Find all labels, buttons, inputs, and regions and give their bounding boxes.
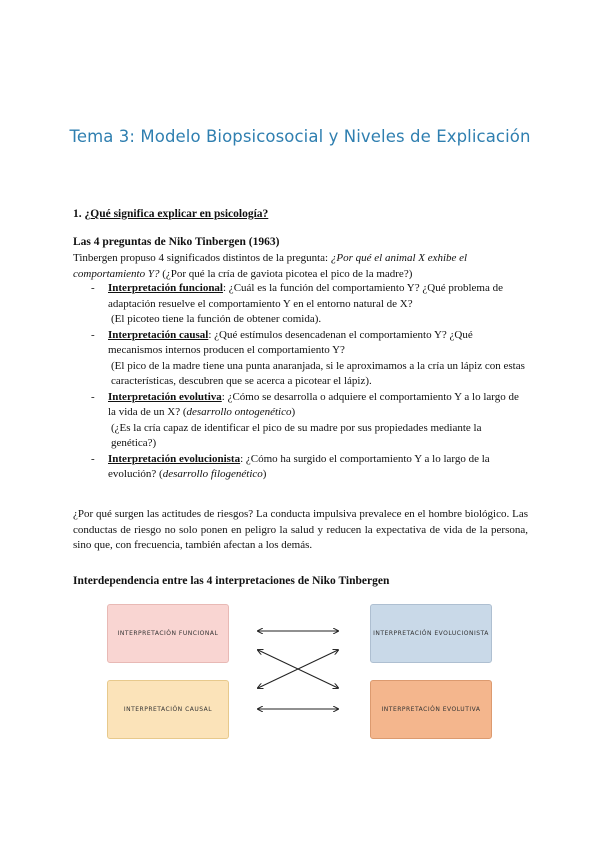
box-interpretacion-evolucionista: INTERPRETACIÓN EVOLUCIONISTA bbox=[370, 604, 492, 663]
section-heading-text: ¿Qué significa explicar en psicología? bbox=[84, 208, 269, 220]
term-description: : ¿Cuál es la función del comportamiento Y? ¿Qué problema de adaptación resuelve el comportamiento Y en el entorno natural de X? bbox=[108, 282, 503, 310]
body-paragraph: ¿Por qué surgen las actitudes de riesgos? La conducta impulsiva prevalece en el hombre biológico. Las conductas de riesgo no solo ponen en peligro la salud y reducen la expectativa de vida de la persona, sino que, con frecuencia, también afectan a los demás. bbox=[73, 508, 528, 551]
term-description: : ¿Cómo ha surgido el comportamiento Y a lo largo de la evolución? ( bbox=[108, 452, 490, 480]
list-bullet: - bbox=[91, 452, 95, 465]
list-bullet: - bbox=[91, 390, 95, 403]
list-item-evolutiva bbox=[73, 390, 528, 452]
arrow-funcional-evolutiva bbox=[258, 650, 338, 688]
list-item-causal bbox=[73, 328, 528, 390]
list-item-evolucionista bbox=[73, 452, 528, 483]
term-after: ) bbox=[262, 468, 267, 480]
list-item-text bbox=[108, 281, 528, 312]
box-interpretacion-causal: INTERPRETACIÓN CAUSAL bbox=[107, 680, 229, 739]
list-item-text bbox=[108, 452, 528, 483]
section-number: 1. bbox=[73, 208, 82, 220]
term-example: (El pico de la madre tiene una punta anaranjada, si le aproximamos a la cría un lápiz con estas características, descubren que se acerca a picotear el lápiz). bbox=[111, 359, 525, 387]
term-description: : ¿Qué estímulos desencadenan el comportamiento Y? ¿Qué mecanismos internos producen el comportamiento Y? bbox=[108, 328, 473, 356]
term-description: : ¿Cómo se desarrolla o adquiere el comportamiento Y a lo largo de la vida de un X? ( bbox=[108, 390, 519, 418]
subheading: Las 4 preguntas de Niko Tinbergen (1963) bbox=[73, 236, 280, 248]
term-italic: desarrollo ontogenético bbox=[186, 406, 292, 418]
interpretations-list bbox=[73, 281, 528, 483]
list-bullet: - bbox=[91, 328, 95, 341]
intro-paragraph bbox=[73, 251, 528, 282]
diagram-heading: Interdependencia entre las 4 interpretaciones de Niko Tinbergen bbox=[73, 575, 390, 587]
list-item-funcional bbox=[73, 281, 528, 328]
list-item-text bbox=[108, 390, 528, 421]
term-label: Interpretación evolucionista bbox=[108, 452, 241, 465]
term-italic: desarrollo filogenético bbox=[162, 468, 263, 480]
box-interpretacion-funcional: INTERPRETACIÓN FUNCIONAL bbox=[107, 604, 229, 663]
term-example: (El picoteo tiene la función de obtener comida). bbox=[111, 313, 322, 325]
list-bullet: - bbox=[91, 282, 95, 294]
term-label: Interpretación evolutiva bbox=[108, 390, 222, 403]
section-heading bbox=[73, 207, 528, 223]
list-item-text bbox=[108, 328, 528, 359]
term-example: (¿Es la cría capaz de identificar el pico de su madre por sus propiedades mediante la genética?) bbox=[111, 421, 482, 449]
document-title: Tema 3: Modelo Biopsicosocial y Niveles de Explicación bbox=[69, 127, 531, 146]
intro-example: (¿Por qué la cría de gaviota picotea el pico de la madre?) bbox=[159, 267, 413, 280]
arrow-causal-evolucionista bbox=[258, 650, 338, 688]
term-after: ) bbox=[291, 406, 296, 418]
term-label: Interpretación causal bbox=[108, 328, 209, 341]
intro-question: ¿Por qué el animal X exhibe el comportamiento Y? bbox=[73, 252, 468, 280]
box-interpretacion-evolutiva: INTERPRETACIÓN EVOLUTIVA bbox=[370, 680, 492, 739]
term-label: Interpretación funcional bbox=[108, 282, 223, 294]
intro-text: Tinbergen propuso 4 significados distintos de la pregunta: bbox=[73, 252, 331, 264]
